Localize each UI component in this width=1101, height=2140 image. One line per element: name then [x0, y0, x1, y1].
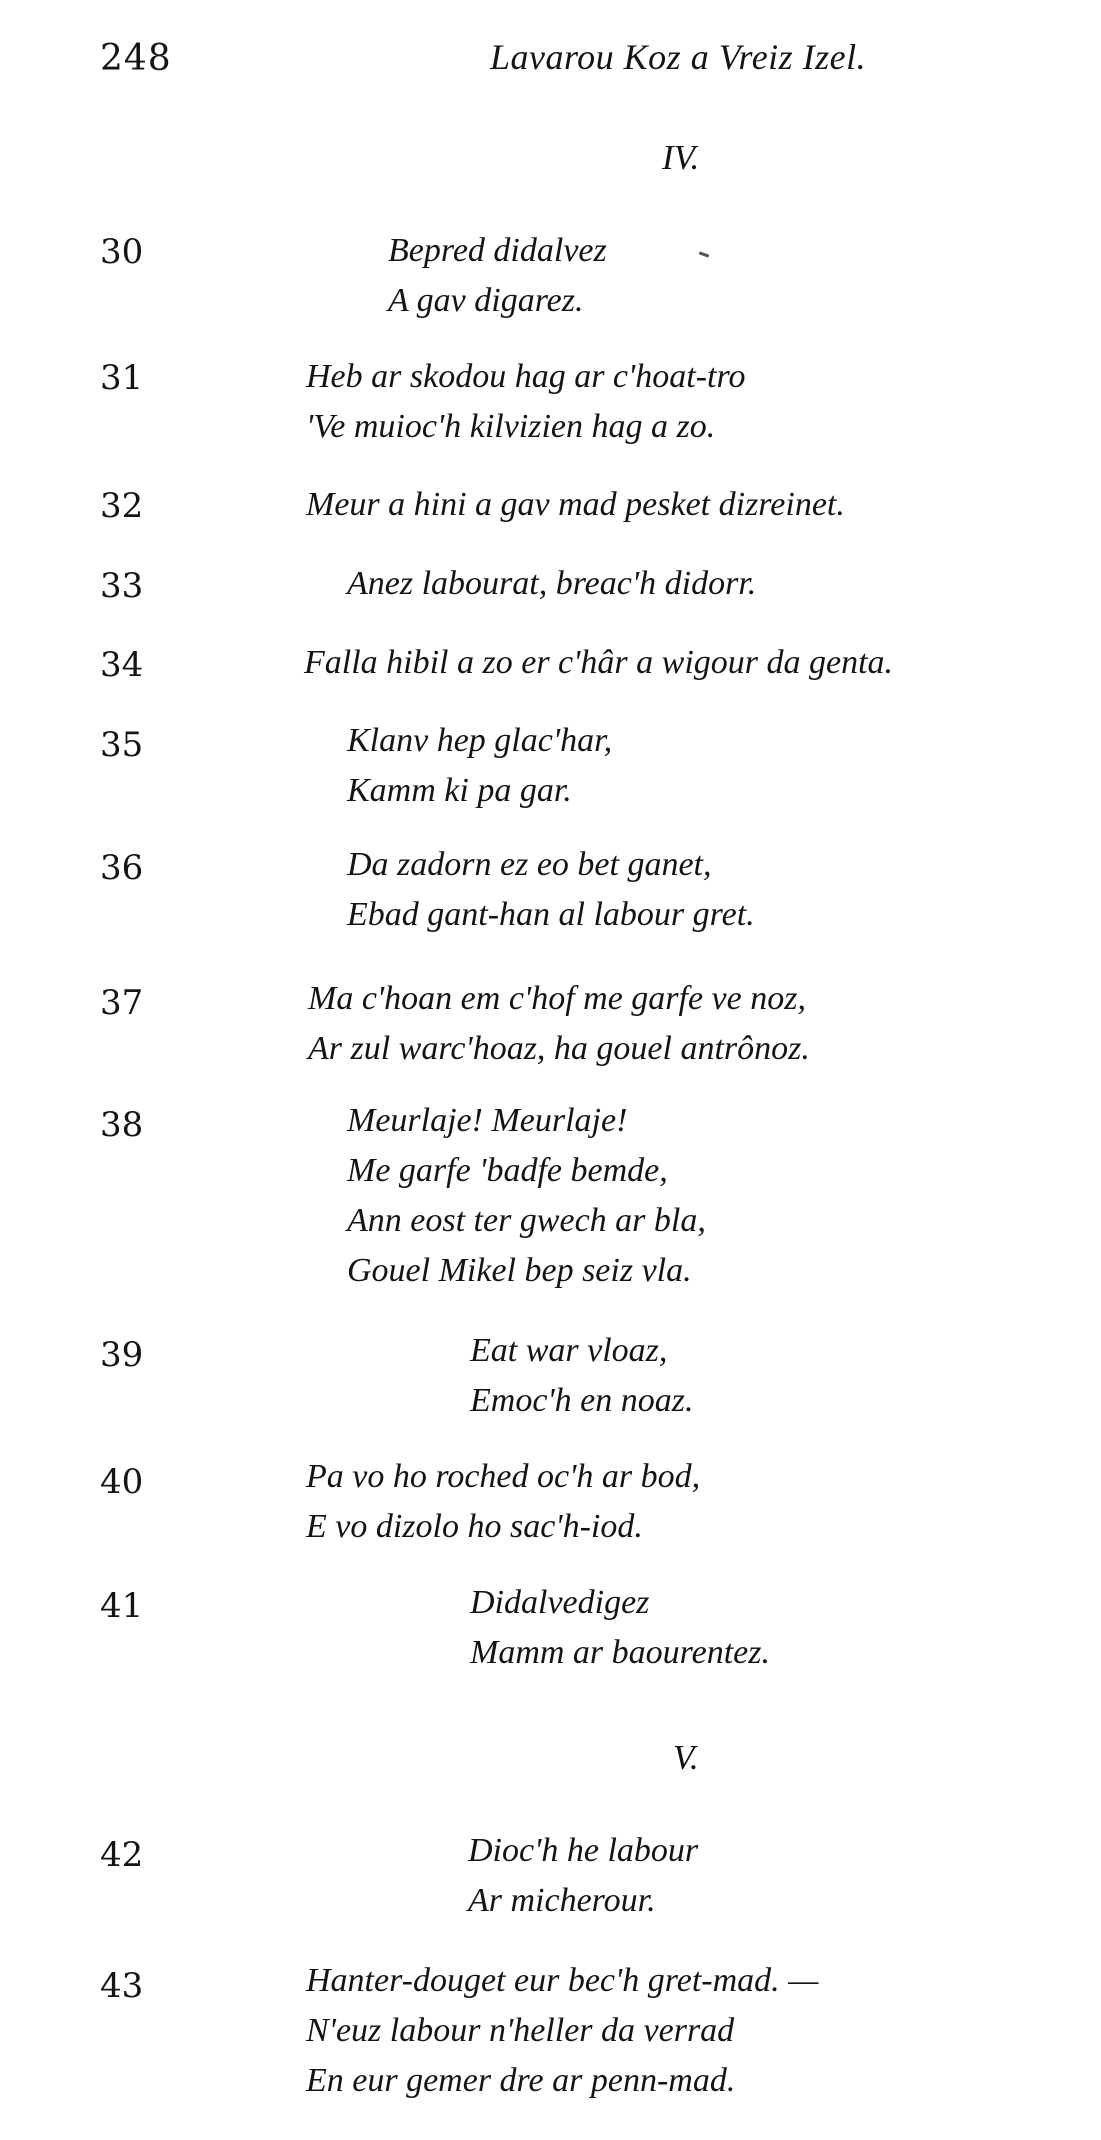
verse-line: En eur gemer dre ar penn-mad. [306, 2062, 736, 2099]
verse-line: Didalvedigez [470, 1584, 650, 1621]
proverb-stanza [347, 840, 755, 940]
verse-line: Anez labourat, breac'h didorr. [347, 565, 757, 602]
proverb-stanza [306, 480, 845, 530]
proverb-number: 40 [100, 1462, 144, 1502]
verse-line: Mamm ar baourentez. [470, 1634, 770, 1671]
verse-line: Ann eost ter gwech ar bla, [347, 1202, 706, 1239]
proverb-stanza [306, 1956, 818, 2106]
proverb-stanza [470, 1326, 694, 1426]
verse-line: Da zadorn ez eo bet ganet, [347, 846, 712, 883]
proverb-number: 30 [100, 232, 144, 272]
page-number: 248 [100, 38, 172, 79]
proverb-stanza [468, 1826, 698, 1926]
proverb-number: 35 [100, 725, 144, 765]
proverb-number: 42 [100, 1835, 144, 1875]
verse-line: N'euz labour n'heller da verrad [306, 2012, 735, 2049]
proverb-number: 38 [100, 1105, 144, 1145]
verse-line: Meurlaje! Meurlaje! [347, 1102, 628, 1139]
verse-line: A gav digarez. [388, 282, 584, 319]
proverb-stanza [470, 1578, 770, 1678]
proverb-number: 41 [100, 1586, 144, 1626]
proverb-stanza [304, 638, 893, 688]
proverb-number: 33 [100, 566, 144, 606]
verse-line: Ar micherour. [468, 1882, 656, 1919]
proverb-number: 36 [100, 848, 144, 888]
proverb-stanza [306, 352, 745, 452]
running-title: Lavarou Koz a Vreiz Izel. [490, 37, 867, 77]
verse-line: Pa vo ho roched oc'h ar bod, [306, 1458, 701, 1495]
verse-line: Gouel Mikel bep seiz vla. [347, 1252, 692, 1289]
verse-line: Klanv hep glac'har, [347, 722, 613, 759]
section-heading-iv: IV. [662, 138, 700, 177]
verse-line: E vo dizolo ho sac'h-iod. [306, 1508, 643, 1545]
verse-line: Bepred didalvez [388, 232, 607, 269]
verse-line: Dioc'h he labour [468, 1832, 699, 1869]
proverb-stanza [347, 1096, 706, 1296]
verse-line: Eat war vloaz, [470, 1332, 668, 1369]
verse-line: Falla hibil a zo er c'hâr a wigour da genta. [304, 644, 894, 681]
verse-line: Meur a hini a gav mad pesket dizreinet. [306, 486, 845, 523]
proverb-stanza [308, 974, 810, 1074]
section-heading-v: V. [673, 1738, 699, 1777]
verse-line: Ma c'hoan em c'hof me garfe ve noz, [308, 980, 806, 1017]
verse-line: Emoc'h en noaz. [470, 1382, 694, 1419]
proverb-number: 37 [100, 983, 144, 1023]
stray-mark [699, 251, 709, 257]
proverb-number: 31 [100, 358, 144, 398]
proverb-stanza [347, 559, 756, 609]
verse-line: Me garfe 'badfe bemde, [347, 1152, 668, 1189]
verse-line: 'Ve muioc'h kilvizien hag a zo. [306, 408, 716, 445]
verse-line: Kamm ki pa gar. [347, 772, 572, 809]
proverb-stanza [388, 226, 607, 326]
verse-line: Heb ar skodou hag ar c'hoat-tro [306, 358, 746, 395]
proverb-number: 43 [100, 1966, 144, 2006]
proverb-stanza [306, 1452, 700, 1552]
proverb-stanza [347, 716, 612, 816]
verse-line: Hanter-douget eur bec'h gret-mad. — [306, 1962, 819, 1999]
proverb-number: 34 [100, 645, 144, 685]
proverb-number: 39 [100, 1335, 144, 1375]
proverb-number: 32 [100, 486, 144, 526]
verse-line: Ebad gant-han al labour gret. [347, 896, 755, 933]
verse-line: Ar zul warc'hoaz, ha gouel antrônoz. [308, 1030, 810, 1067]
